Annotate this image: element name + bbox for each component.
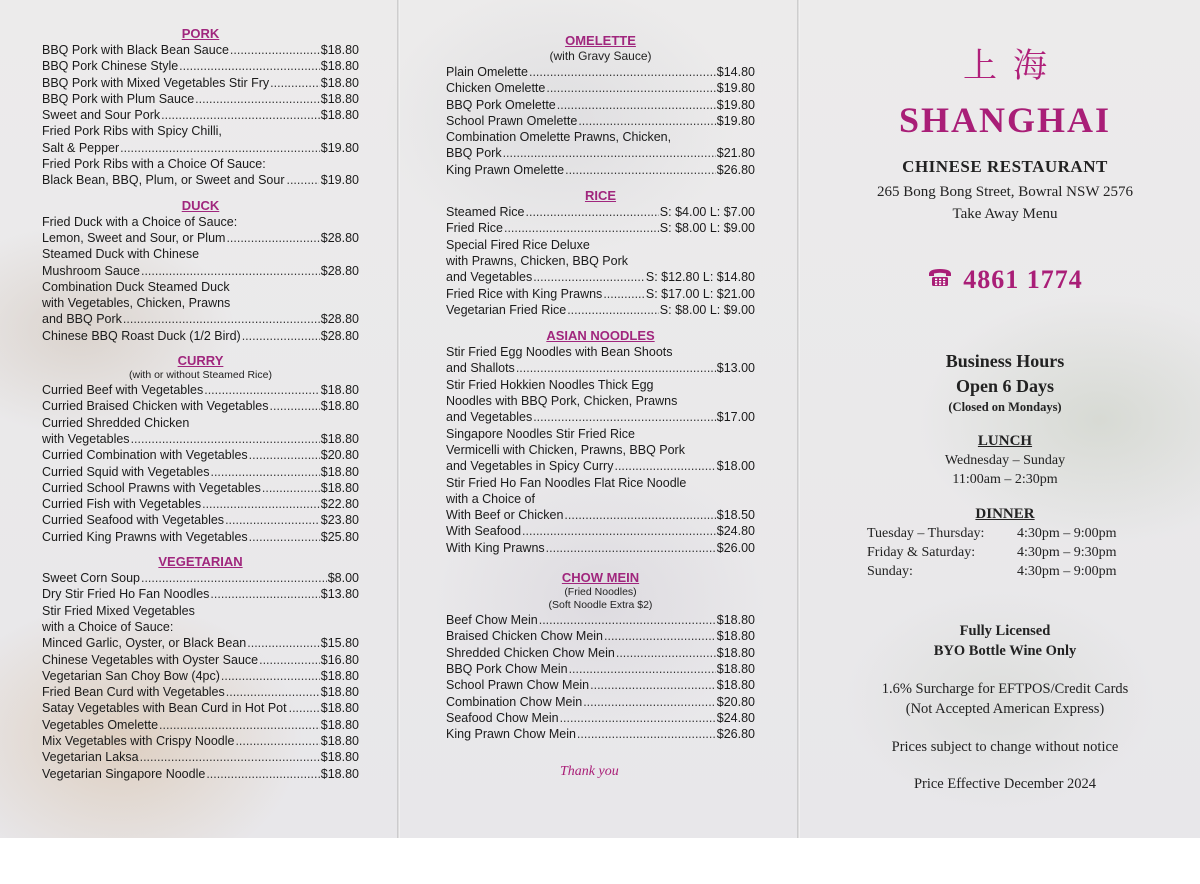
- omelette-list: [446, 64, 755, 178]
- amex-note: (Not Accepted American Express): [905, 701, 1105, 718]
- menu-item-line: Curried Shredded Chicken: [42, 415, 190, 430]
- duck-list: [42, 214, 359, 344]
- menu-item: and Shallots ..... $13.00: [446, 360, 755, 376]
- lunch-days: Wednesday – Sunday: [944, 453, 1066, 469]
- section-title-duck: DUCK: [181, 197, 220, 213]
- menu-item: Curried Seafood with Vegetables ..... $23.80: [42, 512, 359, 528]
- menu-item: with Vegetables ..... $18.80: [42, 431, 359, 447]
- lunch-title: LUNCH: [977, 433, 1033, 450]
- menu-item: BBQ Pork with Black Bean Sauce ..... $18.80: [42, 42, 359, 58]
- menu-item: Vegetarian San Choy Bow (4pc) ..... $18.80: [42, 668, 359, 684]
- menu-item: Vegetarian Fried Rice ..... S: $8.00 L: $9.00: [446, 302, 755, 318]
- menu-item: School Prawn Chow Mein ..... $18.80: [446, 677, 755, 693]
- section-title-rice: RICE: [584, 188, 617, 204]
- price-effective-note: Price Effective December 2024: [913, 776, 1097, 793]
- menu-item: Shredded Chicken Chow Mein ..... $18.80: [446, 645, 755, 661]
- menu-item: Mushroom Sauce ..... $28.80: [42, 263, 359, 279]
- right-panel: [845, 46, 1165, 884]
- menu-item-line: Stir Fried Egg Noodles with Bean Shoots: [446, 345, 673, 360]
- restaurant-name: SHANGHAI: [898, 100, 1112, 140]
- left-panel: [42, 26, 359, 864]
- chow-mein-note: (Fried Noodles): [564, 586, 637, 599]
- menu-item-line: Fried Pork Ribs with Spicy Chilli,: [42, 124, 222, 139]
- menu-item: Chicken Omelette ..... $19.80: [446, 80, 755, 96]
- menu-item: Seafood Chow Mein ..... $24.80: [446, 710, 755, 726]
- dinner-title: DINNER: [975, 506, 1035, 523]
- curry-note: (with or without Steamed Rice): [129, 369, 272, 382]
- section-title-pork: PORK: [181, 26, 220, 41]
- menu-item: Lemon, Sweet and Sour, or Plum ..... $28.80: [42, 230, 359, 246]
- chinese-name-logo: 上海: [963, 46, 1063, 86]
- menu-item: Sweet and Sour Pork ..... $18.80: [42, 107, 359, 123]
- section-title-curry: CURRY: [177, 353, 224, 369]
- menu-item: Satay Vegetables with Bean Curd in Hot Pot ..... $18.80: [42, 700, 359, 716]
- menu-item: Minced Garlic, Oyster, or Black Bean ..... $15.80: [42, 635, 359, 651]
- dinner-days: Sunday:: [867, 564, 913, 580]
- dinner-days: Friday & Saturday:: [867, 545, 976, 561]
- pork-list: [42, 42, 359, 189]
- dinner-time: 4:30pm – 9:30pm: [1017, 545, 1117, 561]
- chow-mein-list: [446, 612, 755, 742]
- menu-item-line: with Prawns, Chicken, BBQ Pork: [446, 253, 629, 268]
- prices-change-note: Prices subject to change without notice: [891, 739, 1119, 756]
- menu-type: Take Away Menu: [952, 206, 1058, 222]
- byo-note: BYO Bottle Wine Only: [933, 643, 1077, 660]
- rice-list: [446, 204, 755, 318]
- section-title-chow-mein: CHOW MEIN: [561, 570, 640, 586]
- omelette-note: (with Gravy Sauce): [549, 49, 652, 63]
- menu-item: Steamed Rice ..... S: $4.00 L: $7.00: [446, 204, 755, 220]
- business-hours-title: Business Hours: [945, 351, 1065, 372]
- menu-item: King Prawn Chow Mein ..... $26.80: [446, 726, 755, 742]
- fully-licensed: Fully Licensed: [959, 623, 1051, 640]
- menu-item-line: Vermicelli with Chicken, Prawns, BBQ Pork: [446, 442, 685, 457]
- dinner-days: Tuesday – Thursday:: [867, 526, 985, 542]
- menu-item-line: with a Choice of Sauce:: [42, 619, 174, 634]
- fold-line-right: [797, 0, 800, 838]
- menu-item: Curried Braised Chicken with Vegetables ..... $18.80: [42, 398, 359, 414]
- menu-item: and Vegetables in Spicy Curry ..... $18.00: [446, 458, 755, 474]
- menu-item: Combination Chow Mein ..... $20.80: [446, 694, 755, 710]
- menu-item: Chinese Vegetables with Oyster Sauce ..... $16.80: [42, 652, 359, 668]
- menu-item: With Seafood ..... $24.80: [446, 523, 755, 539]
- menu-item: Chinese BBQ Roast Duck (1/2 Bird) ..... $28.80: [42, 328, 359, 344]
- menu-item: Vegetarian Singapore Noodle ..... $18.80: [42, 766, 359, 782]
- menu-item-line: Noodles with BBQ Pork, Chicken, Prawns: [446, 394, 678, 409]
- menu-item: Curried King Prawns with Vegetables ..... $25.80: [42, 529, 359, 545]
- closed-note: (Closed on Mondays): [948, 400, 1062, 415]
- menu-item: Curried School Prawns with Vegetables ..... $18.80: [42, 480, 359, 496]
- menu-item: Dry Stir Fried Ho Fan Noodles ..... $13.80: [42, 586, 359, 602]
- menu-item: School Prawn Omelette ..... $19.80: [446, 113, 755, 129]
- restaurant-address: 265 Bong Bong Street, Bowral NSW 2576: [877, 184, 1133, 200]
- menu-item: Fried Rice with King Prawns ..... S: $17.00 L: $21.00: [446, 286, 755, 302]
- restaurant-subtitle: CHINESE RESTAURANT: [902, 157, 1108, 176]
- surcharge-note: 1.6% Surcharge for EFTPOS/Credit Cards: [881, 681, 1129, 698]
- menu-item: Mix Vegetables with Crispy Noodle ..... $18.80: [42, 733, 359, 749]
- phone-number-row: [845, 263, 1165, 295]
- menu-item-line: Stir Fried Hokkien Noodles Thick Egg: [446, 377, 654, 392]
- section-title-omelette: OMELETTE: [565, 33, 636, 48]
- menu-item: Plain Omelette ..... $14.80: [446, 64, 755, 80]
- menu-item: and Vegetables ..... $17.00: [446, 409, 755, 425]
- menu-item-line: Stir Fried Ho Fan Noodles Flat Rice Noodle: [446, 475, 687, 490]
- noodles-list: [446, 344, 755, 556]
- dinner-hours: [867, 524, 1165, 581]
- menu-item: BBQ Pork with Plum Sauce ..... $18.80: [42, 91, 359, 107]
- menu-item-line: Stir Fried Mixed Vegetables: [42, 603, 195, 618]
- menu-item: Fried Bean Curd with Vegetables ..... $18.80: [42, 684, 359, 700]
- menu-item: With King Prawns ..... $26.00: [446, 540, 755, 556]
- dinner-time: 4:30pm – 9:00pm: [1017, 526, 1117, 542]
- telephone-icon: [927, 265, 953, 295]
- menu-item: Beef Chow Mein ..... $18.80: [446, 612, 755, 628]
- menu-item: Black Bean, BBQ, Plum, or Sweet and Sour ..... $19.80: [42, 172, 359, 188]
- menu-item: BBQ Pork Omelette ..... $19.80: [446, 97, 755, 113]
- menu-item-line: Special Fired Rice Deluxe: [446, 237, 590, 252]
- lunch-time: 11:00am – 2:30pm: [952, 472, 1058, 488]
- chow-mein-note: (Soft Noodle Extra $2): [548, 599, 653, 612]
- menu-item: With Beef or Chicken ..... $18.50: [446, 507, 755, 523]
- menu-item: Salt & Pepper ..... $19.80: [42, 140, 359, 156]
- menu-item: Curried Fish with Vegetables ..... $22.80: [42, 496, 359, 512]
- menu-item: Vegetarian Laksa ..... $18.80: [42, 749, 359, 765]
- vegetarian-list: [42, 570, 359, 782]
- menu-item: BBQ Pork ..... $21.80: [446, 145, 755, 161]
- menu-item: and Vegetables ..... S: $12.80 L: $14.80: [446, 269, 755, 285]
- menu-item: Curried Beef with Vegetables ..... $18.80: [42, 382, 359, 398]
- menu-item: and BBQ Pork ..... $28.80: [42, 311, 359, 327]
- menu-item-line: Combination Omelette Prawns, Chicken,: [446, 130, 672, 145]
- dinner-time: 4:30pm – 9:00pm: [1017, 564, 1117, 580]
- menu-item: Vegetables Omelette ..... $18.80: [42, 717, 359, 733]
- menu-item-line: Steamed Duck with Chinese: [42, 247, 200, 262]
- menu-item: BBQ Pork Chinese Style ..... $18.80: [42, 58, 359, 74]
- thank-you-script: Thank you: [560, 764, 619, 780]
- menu-item-line: with Vegetables, Chicken, Prawns: [42, 296, 231, 311]
- menu-item-line: Singapore Noodles Stir Fried Rice: [446, 426, 635, 441]
- menu-item: Curried Squid with Vegetables ..... $18.80: [42, 464, 359, 480]
- menu-item-line: Combination Duck Steamed Duck: [42, 279, 230, 294]
- open-days: Open 6 Days: [955, 376, 1054, 397]
- menu-item: Fried Rice ..... S: $8.00 L: $9.00: [446, 220, 755, 236]
- menu-item: Braised Chicken Chow Mein ..... $18.80: [446, 628, 755, 644]
- menu-item: BBQ Pork Chow Mein ..... $18.80: [446, 661, 755, 677]
- section-title-vegetarian: VEGETARIAN: [158, 554, 243, 570]
- menu-item: Sweet Corn Soup ..... $8.00: [42, 570, 359, 586]
- menu-item-line: Fried Pork Ribs with a Choice Of Sauce:: [42, 157, 266, 172]
- menu-item: BBQ Pork with Mixed Vegetables Stir Fry ..... $18.80: [42, 75, 359, 91]
- menu-item: King Prawn Omelette ..... $26.80: [446, 162, 755, 178]
- middle-panel: [446, 33, 755, 871]
- phone-number: 4861 1774: [963, 265, 1083, 295]
- menu-item-line: Fried Duck with a Choice of Sauce:: [42, 214, 238, 229]
- fold-line-left: [397, 0, 400, 838]
- section-title-asian-noodles: ASIAN NOODLES: [546, 328, 655, 344]
- curry-list: [42, 382, 359, 545]
- menu-item: Curried Combination with Vegetables ..... $20.80: [42, 447, 359, 463]
- menu-item-line: with a Choice of: [446, 491, 535, 506]
